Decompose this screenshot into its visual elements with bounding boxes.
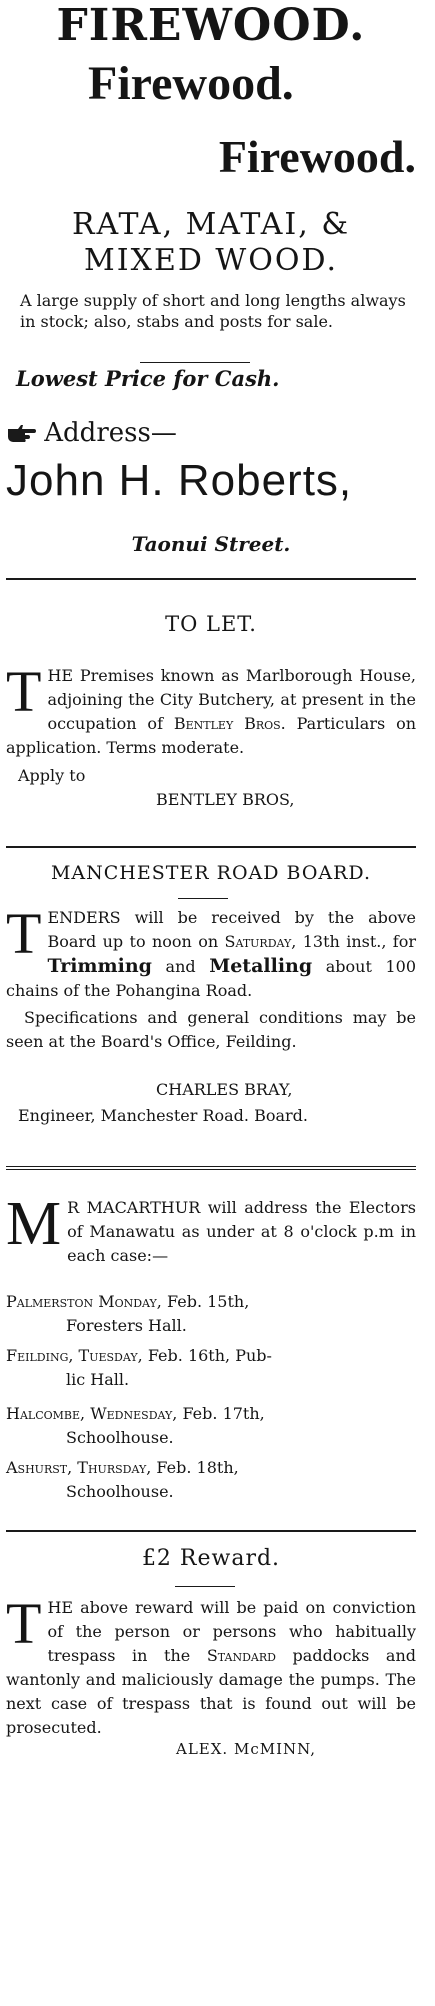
to-let-text-end: Particulars on application. Terms moderate. xyxy=(6,714,416,757)
reward-standard: Standard xyxy=(206,1646,276,1665)
section-divider xyxy=(6,1530,416,1532)
road-board-title: MANCHESTER ROAD BOARD. xyxy=(50,862,372,884)
to-let-signature: BENTLEY BROS, xyxy=(156,790,295,809)
to-let-text-start: HE Premises known as Marlborough House, adjoining the City Butchery, at present in the occupation of xyxy=(47,666,416,733)
road-board-signature-1: CHARLES BRAY, xyxy=(156,1080,293,1099)
road-board-signature-2: Engineer, Manchester Road. Board. xyxy=(18,1106,308,1125)
meeting-venue: Schoolhouse. xyxy=(66,1482,174,1501)
meeting-row xyxy=(6,1456,416,1480)
meeting-day: Thursday, xyxy=(77,1458,152,1477)
road-board-body xyxy=(6,901,417,1003)
meeting-venue: lic Hall. xyxy=(66,1370,130,1389)
macarthur-intro: R MACARTHUR will address the Electors of Manawatu as under at 8 o'clock p.m in each case:— xyxy=(67,1198,416,1265)
short-divider xyxy=(178,898,228,899)
to-let-apply-row xyxy=(6,764,428,788)
reward-signature: ALEX. McMINN, xyxy=(176,1740,317,1758)
meeting-row xyxy=(6,1402,416,1426)
road-board-text-c: and xyxy=(151,957,210,976)
meeting-date: Feb. 17th, xyxy=(182,1404,265,1423)
reward-dropcap: T xyxy=(6,1591,42,1656)
woods-line-1: RATA, MATAI, & xyxy=(71,207,351,242)
meeting-date: Feb. 15th, xyxy=(167,1292,250,1311)
meeting-date: Feb. 16th, Pub- xyxy=(147,1346,272,1365)
reward-text-a: HE above reward will be paid on conviction of the person or persons who habitually trespass in the xyxy=(47,1598,416,1665)
road-board-dropcap: T xyxy=(6,901,42,966)
meeting-row xyxy=(6,1290,416,1314)
road-board-text-a: ENDERS will be received by the above Board up to noon on xyxy=(47,908,416,951)
short-divider xyxy=(175,1586,235,1587)
road-board-text-b: 13th inst., for xyxy=(296,932,417,951)
section-divider xyxy=(6,846,416,848)
to-let-apply: Apply to xyxy=(18,766,86,785)
meeting-place: Palmerston xyxy=(6,1292,94,1311)
road-board-specs: Specifications and general conditions may be seen at the Board's Office, Feilding. xyxy=(6,1008,416,1051)
firewood-heading-1: FIREWOOD. xyxy=(56,0,366,51)
macarthur-body xyxy=(6,1190,416,1268)
road-board-metalling: Metalling xyxy=(209,955,313,977)
advertiser-name: John H. Roberts, xyxy=(6,456,353,505)
short-divider xyxy=(140,362,250,363)
meeting-venue: Schoolhouse. xyxy=(66,1428,174,1447)
meeting-place: Feilding, xyxy=(6,1346,74,1365)
supply-text: A large supply of short and long lengths always in stock; also, stabs and posts for sale. xyxy=(20,291,406,331)
reward-body xyxy=(6,1591,416,1740)
macarthur-dropcap: M xyxy=(6,1190,62,1258)
meeting-venue: Foresters Hall. xyxy=(66,1316,187,1335)
road-board-trimming: Trimming xyxy=(47,955,152,977)
meeting-day: Wednesday, xyxy=(90,1404,178,1423)
firewood-heading-2: Firewood. xyxy=(88,57,294,110)
street-line: Taonui Street. xyxy=(131,532,291,556)
road-board-day: Saturday, xyxy=(224,932,297,951)
to-let-body xyxy=(6,659,416,760)
meeting-day: Tuesday, xyxy=(78,1346,143,1365)
to-let-title: TO LET. xyxy=(165,612,257,636)
address-line xyxy=(6,418,416,448)
meeting-day: Monday, xyxy=(98,1292,162,1311)
reward-text-b: paddocks and wantonly and maliciously damage the pumps. The next case of trespass that is found out will be prosecuted. xyxy=(6,1646,416,1737)
meeting-date: Feb. 18th, xyxy=(156,1458,239,1477)
section-divider xyxy=(6,578,416,580)
woods-line-2: MIXED WOOD. xyxy=(84,243,338,278)
address-label: Address— xyxy=(44,418,177,448)
meeting-place: Ashurst, xyxy=(6,1458,73,1477)
firewood-heading-3: Firewood. xyxy=(218,131,416,182)
pointing-hand-icon xyxy=(6,423,36,443)
to-let-firm: Bentley Bros. xyxy=(173,714,286,733)
meeting-row xyxy=(6,1344,416,1368)
road-board-text-d: about 100 chains of the Pohangina Road. xyxy=(6,957,416,1000)
price-line: Lowest Price for Cash. xyxy=(16,366,280,391)
to-let-dropcap: T xyxy=(6,659,42,724)
reward-title: £2 Reward. xyxy=(141,1546,281,1571)
meeting-place: Halcombe, xyxy=(6,1404,86,1423)
section-divider xyxy=(6,1166,416,1170)
